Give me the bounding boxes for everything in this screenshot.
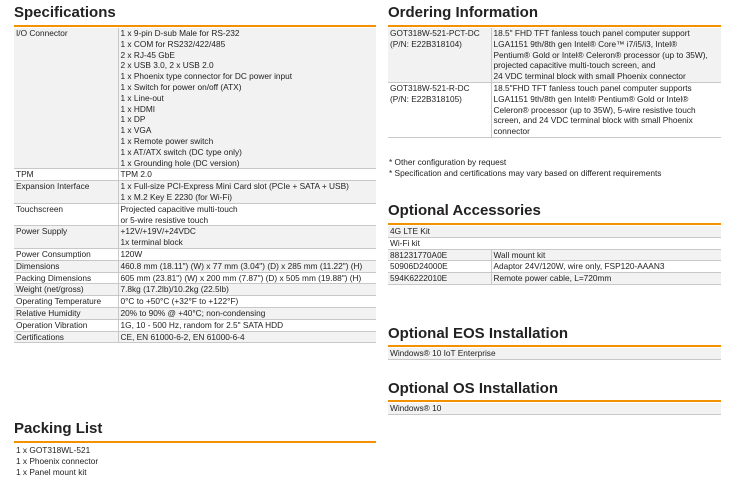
spec-value-line: 1 x AT/ATX switch (DC type only) <box>120 146 242 157</box>
spec-value-line: 2 x RJ-45 GbE <box>120 49 175 60</box>
eos-item-row <box>388 348 721 359</box>
spec-label: Operation Vibration <box>14 319 118 331</box>
ordering-description-line: 18.5"FHD TFT fanless touch panel computer supports <box>493 82 692 93</box>
ordering-description <box>491 28 721 82</box>
ordering-description-line: projected capacitive multi-touch screen, and <box>493 60 656 71</box>
accessories-heading: Optional Accessories <box>388 202 541 219</box>
spec-value-line: 2 x USB 3.0, 2 x USB 2.0 <box>120 60 214 71</box>
ordering-description-line: connector <box>493 126 530 137</box>
spec-row <box>14 296 376 308</box>
ordering-note: * Specification and certifications may vary based on different requirements <box>389 168 662 178</box>
spec-value <box>118 226 376 249</box>
accessory-part-number: Wi-Fi kit <box>388 237 491 249</box>
spec-value <box>118 181 376 204</box>
spec-value-line: 1 x DP <box>120 114 146 125</box>
spec-value-line: 1x terminal block <box>120 237 183 248</box>
spec-label: Weight (net/gross) <box>14 284 118 296</box>
eos-table <box>388 348 721 360</box>
spec-value <box>118 28 376 169</box>
ordering-description-line: Pentium® Gold or Intel® Celeron® processor (up to 35W), <box>493 49 708 60</box>
ordering-model-line: (P/N: E22B318104) <box>390 38 462 49</box>
spec-row <box>14 169 376 181</box>
spec-value <box>118 296 376 308</box>
accessory-part-number: 50906D24000E <box>388 261 491 273</box>
packing-list-rule <box>14 441 376 443</box>
spec-value <box>118 272 376 284</box>
spec-value-line: 1 x Full-size PCI-Express Mini Card slot (PCIe + SATA + USB) <box>120 181 349 192</box>
spec-value <box>118 319 376 331</box>
spec-value <box>118 260 376 272</box>
spec-label: I/O Connector <box>14 28 118 169</box>
ordering-description-line: screen, and 24 VDC terminal block with small Phoenix <box>493 115 693 126</box>
spec-value-line: 7.8kg (17.2lb)/10.2kg (22.5lb) <box>120 284 229 295</box>
spec-value-line: 460.8 mm (18.11") (W) x 77 mm (3.04") (D) x 285 mm (11.22") (H) <box>120 260 363 271</box>
spec-value <box>118 169 376 181</box>
spec-label: Relative Humidity <box>14 307 118 319</box>
spec-row <box>14 319 376 331</box>
accessory-description: Remote power cable, L=720mm <box>491 273 721 285</box>
spec-value-line: 1 x Remote power switch <box>120 135 214 146</box>
ordering-model-line: (P/N: E22B318105) <box>390 93 462 104</box>
accessory-part-number: 4G LTE Kit <box>388 226 491 237</box>
spec-value <box>118 331 376 343</box>
spec-value-line: Projected capacitive multi-touch <box>120 203 238 214</box>
specifications-table <box>14 28 376 343</box>
accessories-rule <box>388 223 721 225</box>
ordering-model-line: GOT318W-521-R-DC <box>390 82 470 93</box>
ordering-description-line: 24 VDC terminal block with small Phoenix connector <box>493 71 686 82</box>
spec-row <box>14 203 376 226</box>
accessory-row <box>388 261 721 273</box>
spec-row <box>14 248 376 260</box>
spec-value-line: CE, EN 61000-6-2, EN 61000-6-4 <box>120 331 245 342</box>
spec-label: TPM <box>14 169 118 181</box>
spec-row <box>14 181 376 204</box>
ordering-model <box>388 28 491 82</box>
eos-item: Windows® 10 IoT Enterprise <box>388 348 721 359</box>
spec-value-line: 1 x 9-pin D-sub Male for RS-232 <box>120 28 240 38</box>
accessory-description: Wall mount kit <box>491 249 721 261</box>
spec-label: Expansion Interface <box>14 181 118 204</box>
spec-label: Operating Temperature <box>14 296 118 308</box>
spec-value-line: 1 x VGA <box>120 125 152 136</box>
spec-value-line: 1 x Grounding hole (DC version) <box>120 157 240 168</box>
ordering-model-line: GOT318W-521-PCT-DC <box>390 28 480 38</box>
spec-row <box>14 284 376 296</box>
ordering-description-line: LGA1151 9th/8th gen Intel® Pentium® Gold or Intel® <box>493 93 689 104</box>
spec-value-line: 1 x M.2 Key E 2230 (for Wi-Fi) <box>120 191 233 202</box>
spec-row <box>14 272 376 284</box>
accessory-part-number: 594K6222010E <box>388 273 491 285</box>
spec-row <box>14 260 376 272</box>
accessory-row <box>388 226 721 237</box>
spec-value-line: 1 x HDMI <box>120 103 156 114</box>
spec-value-line: 1 x Phoenix type connector for DC power input <box>120 71 293 82</box>
spec-value <box>118 284 376 296</box>
os-table <box>388 403 721 415</box>
os-heading: Optional OS Installation <box>388 380 559 397</box>
os-item-row <box>388 403 721 414</box>
accessory-description: Adaptor 24V/120W, wire only, FSP120-AAAN3 <box>491 261 721 273</box>
spec-value-line: 1 x Switch for power on/off (ATX) <box>120 81 242 92</box>
os-rule <box>388 400 721 402</box>
spec-value-line: 1 x COM for RS232/422/485 <box>120 38 226 49</box>
spec-label: Touchscreen <box>14 203 118 226</box>
ordering-note: * Other configuration by request <box>389 157 507 167</box>
spec-value-line: 1G, 10 - 500 Hz, random for 2.5" SATA HDD <box>120 319 284 330</box>
ordering-heading: Ordering Information <box>388 4 538 21</box>
accessory-part-number: 881231770A0E <box>388 249 491 261</box>
spec-value-line: or 5-wire resistive touch <box>120 214 209 225</box>
spec-row <box>14 28 376 169</box>
spec-label: Dimensions <box>14 260 118 272</box>
spec-label: Packing Dimensions <box>14 272 118 284</box>
spec-value-line: 1 x Line-out <box>120 92 164 103</box>
ordering-rule <box>388 25 721 27</box>
packing-list-item: 1 x Panel mount kit <box>16 467 87 477</box>
spec-value-line: TPM 2.0 <box>120 169 152 180</box>
accessory-description <box>491 226 721 237</box>
spec-row <box>14 307 376 319</box>
specifications-rule <box>14 25 376 27</box>
spec-label: Power Consumption <box>14 248 118 260</box>
spec-value-line: 0°C to +50°C (+32°F to +122°F) <box>120 296 239 307</box>
packing-list <box>16 445 374 478</box>
accessories-table <box>388 226 721 285</box>
spec-value-line: +12V/+19V/+24VDC <box>120 226 196 237</box>
spec-value <box>118 307 376 319</box>
spec-label: Power Supply <box>14 226 118 249</box>
ordering-row <box>388 82 721 137</box>
os-item: Windows® 10 <box>388 403 721 414</box>
ordering-row <box>388 28 721 82</box>
ordering-description-line: LGA1151 9th/8th gen Intel® Core™ i7/i5/i3, Intel® <box>493 38 678 49</box>
spec-value-line: 20% to 90% @ +40°C; non-condensing <box>120 307 266 318</box>
ordering-model <box>388 82 491 137</box>
packing-list-heading: Packing List <box>14 420 103 437</box>
accessory-row <box>388 249 721 261</box>
ordering-notes <box>389 157 719 179</box>
eos-heading: Optional EOS Installation <box>388 325 569 342</box>
accessory-row <box>388 237 721 249</box>
spec-value-line: 605 mm (23.81") (W) x 200 mm (7.87") (D) x 505 mm (19.88") (H) <box>120 272 362 283</box>
spec-value <box>118 203 376 226</box>
accessory-row <box>388 273 721 285</box>
spec-row <box>14 226 376 249</box>
specifications-heading: Specifications <box>14 4 116 21</box>
ordering-table <box>388 28 721 138</box>
ordering-description-line: 18.5" FHD TFT fanless touch panel computer support <box>493 28 690 38</box>
spec-row <box>14 331 376 343</box>
accessory-description <box>491 237 721 249</box>
packing-list-item: 1 x Phoenix connector <box>16 456 99 466</box>
spec-label: Certifications <box>14 331 118 343</box>
packing-list-item: 1 x GOT318WL-521 <box>16 445 91 455</box>
spec-value <box>118 248 376 260</box>
eos-rule <box>388 345 721 347</box>
ordering-description <box>491 82 721 137</box>
ordering-description-line: Celeron® processor (up to 35W), 5-wire resistive touch <box>493 104 696 115</box>
spec-value-line: 120W <box>120 248 143 259</box>
